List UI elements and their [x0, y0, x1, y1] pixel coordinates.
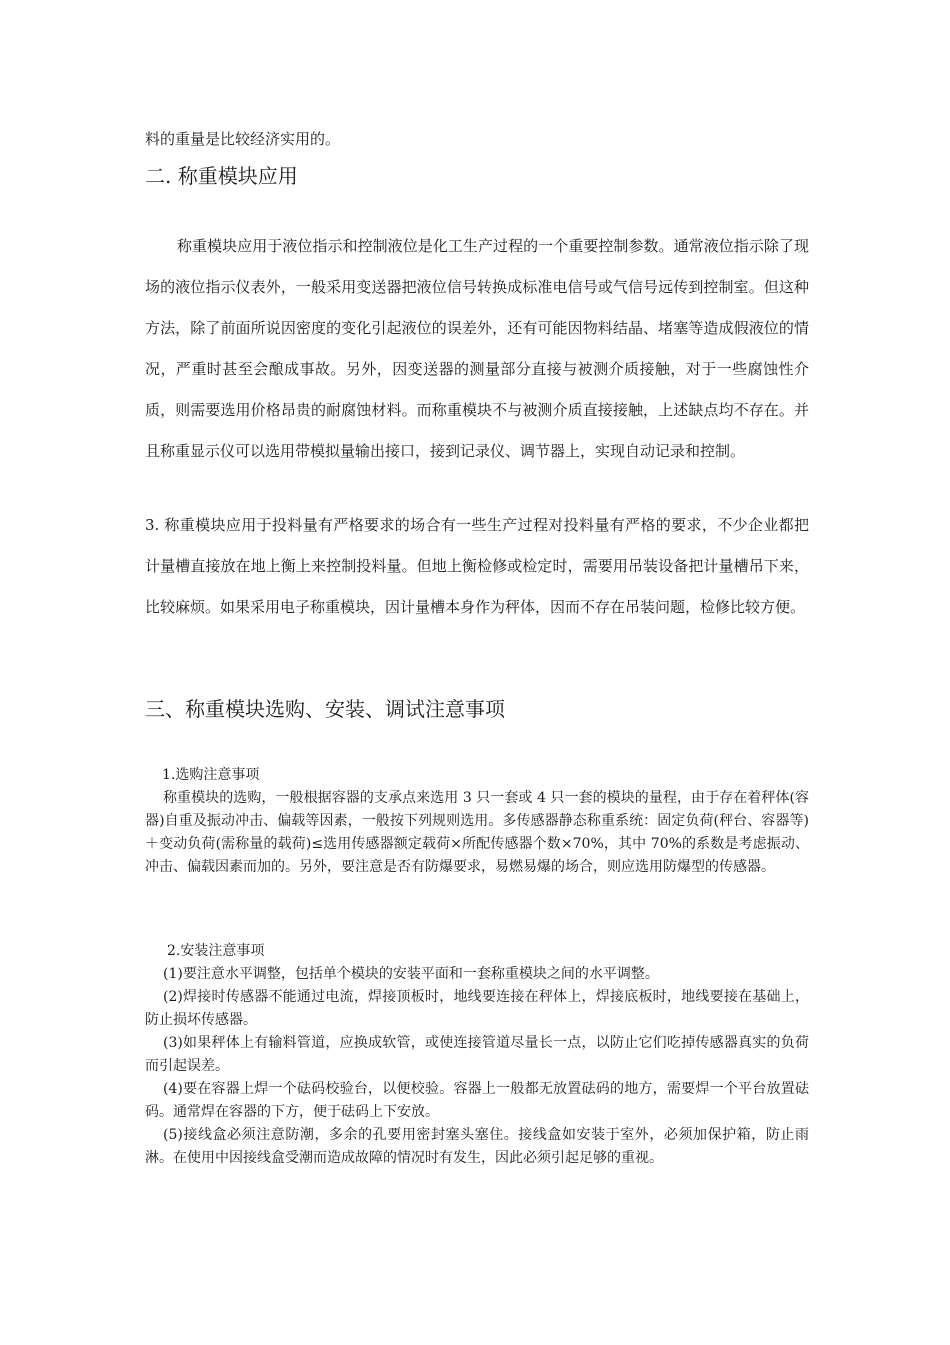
install-note-item: (4)要在容器上焊一个砝码校验台，以便校验。容器上一般都无放置砝码的地方，需要焊一个平台放置砝码。通常焊在容器的下方，便于砝码上下安放。: [145, 1081, 809, 1120]
subsection-1-text: 称重模块的选购，一般根据容器的支承点来选用 3 只一套或 4 只一套的模块的量程，由于存在着秤体(容器)自重及振动冲击、偏载等因素，一般按下列规则选用。多传感器静态称重系统：固定负荷(秤台、容器等)＋变动负荷(需称量的载荷)≤选用传感器额定载荷×所配传感器个数×70%，其中 70%的系数是考虑振动、冲击、偏载因素而加的。另外，要注意是否有防爆要求，易燃易爆的场合，则应选用防爆型的传感器。: [145, 790, 809, 875]
intro-tail-text: 料的重量是比较经济实用的。: [145, 130, 341, 148]
section-2-paragraph-1: 称重模块应用于液位指示和控制液位是化工生产过程的一个重要控制参数。通常液位指示除了现场的液位指示仪表外，一般采用变送器把液位信号转换成标准电信号或气信号远传到控制室。但这种方法，除了前面所说因密度的变化引起液位的误差外，还有可能因物料结晶、堵塞等造成假液位的情况，严重时甚至会酿成事故。另外，因变送器的测量部分直接与被测介质接触，对于一些腐蚀性介质，则需要选用价格昂贵的耐腐蚀材料。而称重模块不与被测介质直接接触，上述缺点均不存在。并且称重显示仪可以选用带模拟量输出接口，接到记录仪、调节器上，实现自动记录和控制。: [145, 237, 809, 460]
subsection-2-title: 2.安装注意事项: [167, 943, 265, 959]
section-2-heading: 二. 称重模块应用: [145, 164, 298, 188]
install-note-item: (2)焊接时传感器不能通过电流，焊接顶板时，地线要连接在秤体上，焊接底板时，地线要接在基础上，防止损坏传感器。: [145, 989, 809, 1028]
install-note-item: (3)如果秤体上有输料管道，应换成软管，或使连接管道尽量长一点，以防止它们吃掉传感器真实的负荷而引起误差。: [145, 1035, 809, 1074]
section-2-paragraph-2: 3. 称重模块应用于投料量有严格要求的场合有一些生产过程对投料量有严格的要求，不少企业都把计量槽直接放在地上衡上来控制投料量。但地上衡检修或检定时，需要用吊装设备把计量槽吊下来，比较麻烦。如果采用电子称重模块，因计量槽本身作为秤体，因而不存在吊装问题，检修比较方便。: [145, 516, 809, 616]
install-note-item: (5)接线盒必须注意防潮，多余的孔要用密封塞头塞住。接线盒如安装于室外，必须加保护箱，防止雨淋。在使用中因接线盒受潮而造成故障的情况时有发生，因此必须引起足够的重视。: [145, 1127, 809, 1166]
install-notes-list: [145, 963, 809, 1170]
subsection-1-title: 1.选购注意事项: [162, 767, 260, 783]
install-note-item: (1)要注意水平调整，包括单个模块的安装平面和一套称重模块之间的水平调整。: [163, 966, 659, 982]
section-3-heading: 三、称重模块选购、安装、调试注意事项: [145, 697, 505, 721]
